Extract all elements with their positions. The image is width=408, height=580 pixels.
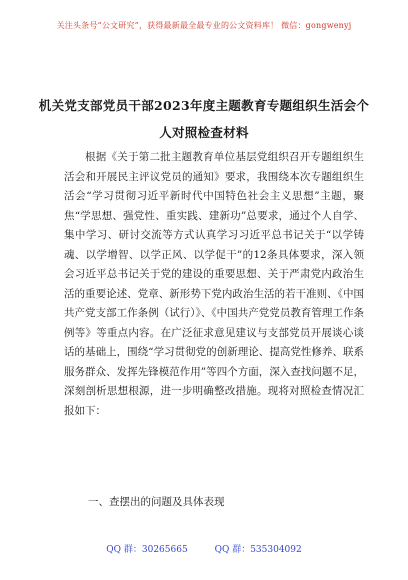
document-title-line-1: 机关党支部党员干部2023年度主题教育专题组织生活会个 (38, 98, 370, 113)
document-body (64, 148, 364, 421)
body-paragraph: 根据《关于第二批主题教育单位基层党组织召开专题组织生活会和开展民主评议党员的通知》要求，我围绕本次专题组织生活会“学习贯彻习近平新时代中国特色社会主义思想”主题，聚焦“学思想、强党性、重实践、建新功”总要求，通过个人自学、集中学习、研讨交流等方式认真学习习近平总书记关于“以学铸魂、以学增智、以学正风、以学促干”的12条具体要求，深入领会习近平总书记关于党的建设的重要思想、关于严肃党内政治生活的重要论述、党章、新形势下党内政治生活的若干准则、《中国共产党支部工作条例（试行）》、《中国共产党党员教育管理工作条例等》等重点内容。在广泛征求意见建议与支部党员开展谈心谈话的基础上，围绕“学习贯彻党的创新理论、提高党性修养、联系服务群众、发挥先锋模范作用”等四个方面，深入查找问题不足，深刻剖析思想根源，进一步明确整改措施。现将对照检查情况汇报如下： (64, 151, 364, 417)
qq-group-right: QQ 群：535304092 (214, 545, 302, 555)
promo-banner: 关注头条号“公文研究”，获得最新最全最专业的公文资料库！ 微信：gongwenyj (56, 21, 352, 30)
qq-group-left: QQ 群：30265665 (106, 545, 188, 555)
document-title-line-2: 人对照检查材料 (159, 125, 249, 140)
footer-contacts (0, 542, 408, 555)
section-heading: 一、查摆出的问题及具体表现 (88, 496, 225, 508)
